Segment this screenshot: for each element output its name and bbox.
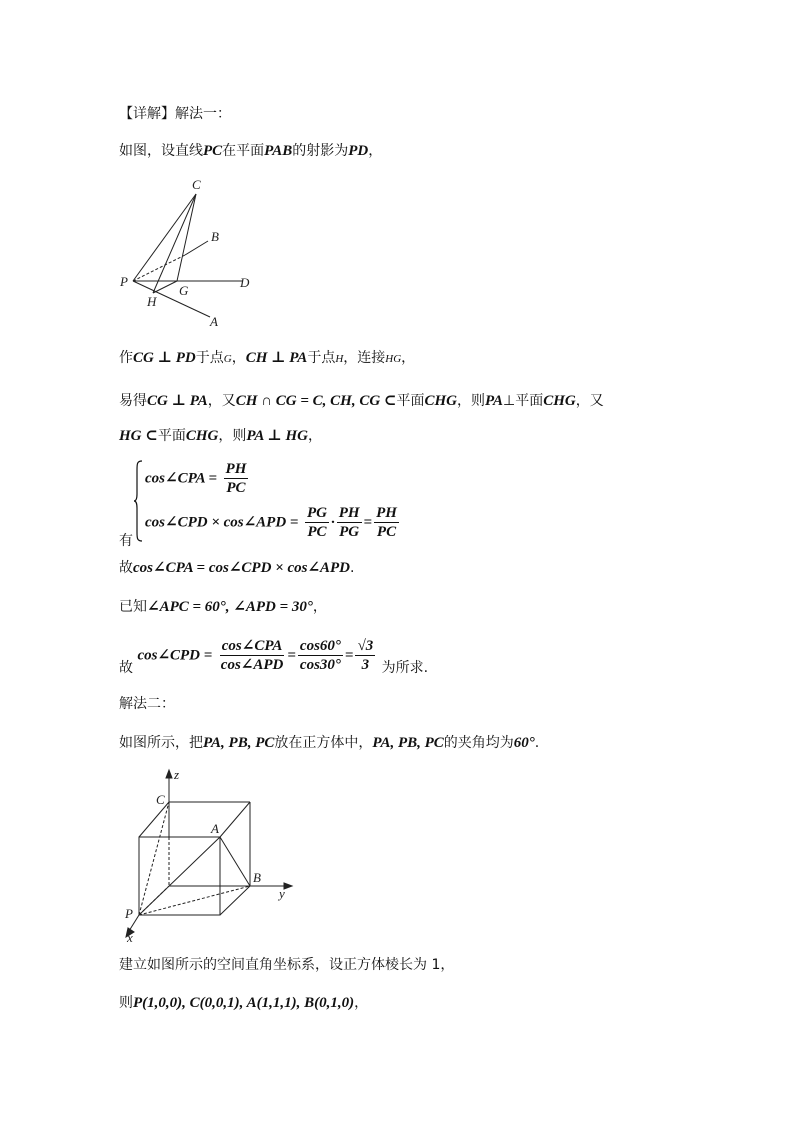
- text: 为所求.: [381, 659, 429, 676]
- label-d: D: [240, 275, 250, 290]
- text: ，则: [456, 393, 485, 409]
- text: 易得: [119, 393, 147, 409]
- label-p: P: [120, 274, 128, 289]
- text: 故: [119, 659, 133, 676]
- cube-edge: [139, 802, 169, 837]
- system-row-2: [145, 504, 401, 541]
- line-coordinate-system: 建立如图所示的空间直角坐标系，设正方体棱长为 1，: [119, 957, 455, 973]
- math: CG ⊥ PD: [133, 350, 196, 366]
- numerator: PH: [225, 461, 247, 477]
- text: ，连接: [343, 350, 386, 366]
- line-projection: [119, 141, 382, 161]
- heading-label: 详解: [133, 106, 161, 122]
- fraction: [219, 637, 286, 674]
- system-prefix: 有: [119, 533, 133, 549]
- y-arrow: [284, 883, 292, 889]
- text: ⊥平面: [503, 393, 544, 409]
- segment-pa: [139, 837, 220, 915]
- math: HG ⊂: [119, 428, 158, 444]
- fraction: [305, 504, 329, 541]
- math: CH ∩ CG = C, CH, CG ⊂: [235, 393, 397, 409]
- z-arrow: [166, 770, 172, 778]
- fraction: [337, 504, 362, 541]
- line-result: [119, 637, 428, 674]
- math: PAB: [264, 143, 293, 159]
- line-perpendicular: [119, 391, 604, 411]
- line-construct: [119, 348, 415, 369]
- label-x: x: [127, 930, 133, 945]
- label-p: P: [125, 906, 133, 921]
- math: H: [335, 353, 344, 365]
- text: ，: [307, 428, 322, 444]
- denominator: PC: [376, 524, 397, 540]
- math: =: [287, 647, 296, 664]
- text: ，则: [218, 428, 247, 444]
- math: G: [223, 353, 232, 365]
- math: 60°: [513, 735, 535, 751]
- line-pa-hg: [119, 426, 322, 446]
- numerator: PH: [338, 505, 360, 521]
- line-coordinates: [119, 993, 368, 1013]
- figure-1-diagram: [115, 175, 265, 330]
- denominator: PC: [307, 524, 327, 540]
- label-a: A: [211, 821, 219, 836]
- text: 的夹角均为: [443, 735, 514, 751]
- text: 如图所示，把: [119, 735, 203, 751]
- text: 放在正方体中，: [274, 735, 373, 751]
- segment-ab: [220, 837, 250, 886]
- fraction: [355, 637, 375, 674]
- label-b: B: [211, 229, 219, 244]
- text: .: [534, 735, 540, 751]
- text: 于点: [307, 350, 336, 366]
- numerator: PG: [306, 505, 327, 521]
- label-c: C: [192, 177, 201, 192]
- edge-pb-dashed: [133, 255, 185, 281]
- system-row-1: [145, 460, 250, 497]
- numerator: PH: [376, 505, 397, 521]
- method1-label: 解法一：: [175, 106, 231, 122]
- segment-pb: [139, 886, 250, 915]
- denominator: PC: [226, 480, 246, 496]
- math: cos∠CPA =: [145, 470, 218, 487]
- math: =: [363, 514, 373, 531]
- math: CH ⊥ PA: [245, 350, 308, 366]
- math: PC: [203, 143, 223, 159]
- system-brace: [133, 460, 143, 542]
- label-y: y: [279, 886, 285, 901]
- text: ，: [368, 143, 383, 159]
- math: PA, PB, PC: [372, 735, 444, 751]
- line-cube-setup: [119, 733, 539, 753]
- line-cos-product: [119, 558, 354, 578]
- numerator: cos60°: [299, 638, 341, 654]
- cube-edge: [220, 802, 250, 837]
- numerator: cos∠CPA: [221, 638, 283, 654]
- line-given-angles: [119, 597, 327, 617]
- text: ，: [401, 350, 416, 366]
- text: ，: [354, 995, 369, 1011]
- denominator: PG: [339, 524, 360, 540]
- text: 在平面: [222, 143, 265, 159]
- math: PA ⊥ HG: [246, 428, 308, 444]
- solution-heading: [119, 104, 231, 124]
- text: ，又: [207, 393, 236, 409]
- math: P(1,0,0), C(0,0,1), A(1,1,1), B(0,1,0): [133, 995, 355, 1011]
- math: PD: [348, 143, 369, 159]
- math: ∠APC = 60°, ∠APD = 30°: [147, 599, 313, 615]
- math: CHG: [424, 393, 457, 409]
- bracket-open: 【: [119, 106, 133, 122]
- edge-pb-solid: [185, 241, 208, 255]
- label-z: z: [174, 767, 180, 782]
- text: 平面: [396, 393, 425, 409]
- math: ·: [330, 514, 335, 531]
- math: CHG: [543, 393, 576, 409]
- text: 平面: [157, 428, 186, 444]
- text: 如图，设直线: [119, 143, 203, 159]
- fraction: [298, 637, 343, 674]
- label-b: B: [253, 870, 261, 885]
- text: 则: [119, 995, 133, 1011]
- math: PA, PB, PC: [203, 735, 275, 751]
- text: 作: [119, 350, 133, 366]
- text: 的射影为: [292, 143, 349, 159]
- method2-label: 解法二：: [119, 696, 175, 712]
- math: PA: [484, 393, 504, 409]
- text: ，: [312, 599, 327, 615]
- edge-hg: [153, 281, 177, 293]
- math: CHG: [185, 428, 219, 444]
- denominator: 3: [361, 657, 370, 673]
- label-c: C: [156, 792, 165, 807]
- label-g: G: [179, 283, 189, 298]
- denominator: cos30°: [299, 657, 341, 673]
- text: .: [350, 560, 355, 576]
- math: =: [344, 647, 354, 664]
- math: HG: [385, 353, 402, 365]
- edge-ch: [153, 194, 196, 293]
- text: 于点: [195, 350, 224, 366]
- numerator: √3: [357, 638, 374, 654]
- math: cos∠CPD × cos∠APD =: [145, 514, 299, 531]
- cube-edge: [220, 886, 250, 915]
- math: CG ⊥ PA: [147, 393, 208, 409]
- text: 已知: [119, 599, 147, 615]
- fraction: [374, 504, 399, 541]
- label-a: A: [210, 314, 218, 329]
- label-h: H: [147, 294, 157, 309]
- math: cos∠CPD =: [137, 647, 213, 664]
- text: ，: [231, 350, 246, 366]
- fraction: [224, 460, 249, 497]
- figure-2-cube: [115, 765, 300, 945]
- denominator: cos∠APD: [220, 657, 284, 673]
- bracket-close: 】: [161, 106, 175, 122]
- edge-pa: [133, 281, 210, 317]
- math: cos∠CPA = cos∠CPD × cos∠APD: [133, 560, 351, 576]
- text: 故: [119, 560, 133, 576]
- text: ，又: [575, 393, 604, 409]
